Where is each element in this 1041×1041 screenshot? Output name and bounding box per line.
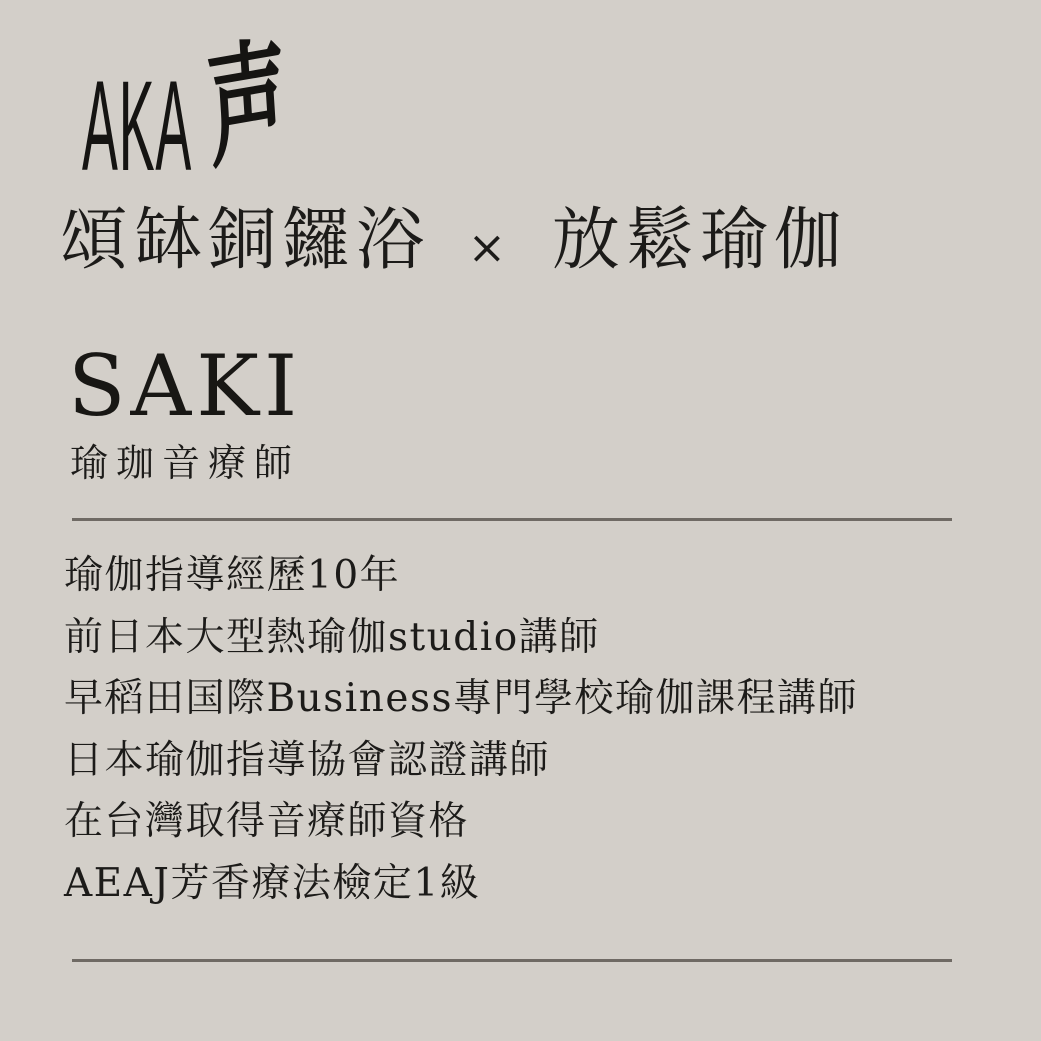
- credential-item: 前日本大型熱瑜伽studio講師: [64, 614, 600, 660]
- calligraphy-seal-icon: 声: [203, 22, 292, 189]
- event-title-left: 頌缽銅鑼浴: [60, 201, 431, 280]
- credential-item: AEAJ芳香療法檢定1級: [64, 860, 481, 906]
- event-title-right: 放鬆瑜伽: [551, 201, 848, 280]
- credentials-list: [64, 545, 1001, 914]
- instructor-role: 瑜珈音療師: [70, 441, 301, 485]
- instructor-name: SAKI: [68, 337, 303, 435]
- divider-top: [72, 518, 952, 521]
- credential-item: 在台灣取得音療師資格: [64, 799, 470, 844]
- event-title: [60, 202, 848, 280]
- multiply-separator: ×: [467, 220, 507, 274]
- divider-bottom: [72, 959, 952, 962]
- logo-wordmark: AKA: [82, 55, 193, 198]
- credential-item: 早稻田国際Business專門學校瑜伽課程講師: [64, 676, 858, 721]
- credential-item: 日本瑜伽指導協會認證講師: [64, 737, 551, 783]
- credential-item: 瑜伽指導經歷10年: [64, 553, 401, 598]
- brand-logo: [82, 22, 344, 198]
